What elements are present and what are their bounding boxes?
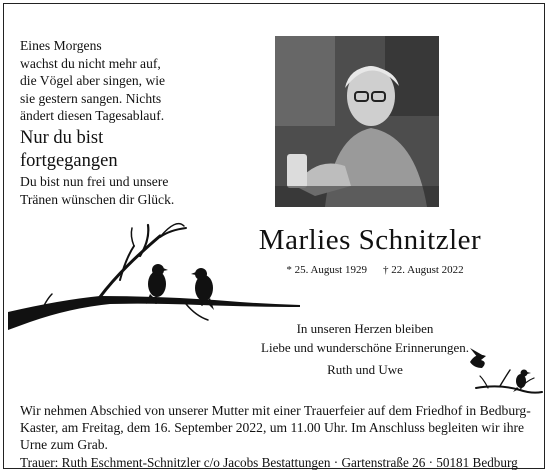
memorial-quote — [240, 320, 490, 357]
poem-line: Tränen wünschen dir Glück. — [20, 191, 175, 207]
poem-emphasis-line: fortgegangen — [20, 150, 118, 171]
poem-line: ändert diesen Tagesablauf. — [20, 108, 165, 124]
quote-line: In unseren Herzen bleiben — [296, 321, 434, 336]
poem-line: Du bist nun frei und unsere — [20, 173, 169, 189]
deceased-name: Marlies Schnitzler — [258, 224, 482, 256]
poem-line: sie gestern sangen. Nichts — [20, 90, 162, 106]
birth-date: * 25. August 1929 — [286, 264, 367, 276]
mourning-address: Trauer: Ruth Eschment-Schnitzler c/o Jacobs Bestattungen · Gartenstraße 26 · 50181 Bedburg — [20, 454, 518, 470]
life-dates — [270, 264, 480, 276]
family-signature: Ruth und Uwe — [327, 362, 403, 377]
poem-line: Eines Morgens — [20, 38, 102, 53]
poem-emphasis-line: Nur du bist — [20, 127, 104, 148]
farewell-text: Wir nehmen Abschied von unserer Mutter mit einer Trauerfeier auf dem Friedhof in Bedburg-Kaster, am Freitag, dem 16. September 2022, um 11.00 Uhr. Im Anschluss begleiten wir ihre Urne zum Grab. — [20, 403, 531, 453]
funeral-details — [20, 402, 535, 471]
poem-line: die Vögel aber singen, wie — [20, 73, 166, 89]
quote-line: Liebe und wunderschöne Erinnerungen. — [261, 339, 469, 355]
death-date: † 22. August 2022 — [383, 264, 464, 276]
poem-line: wachst du nicht mehr auf, — [20, 55, 161, 71]
